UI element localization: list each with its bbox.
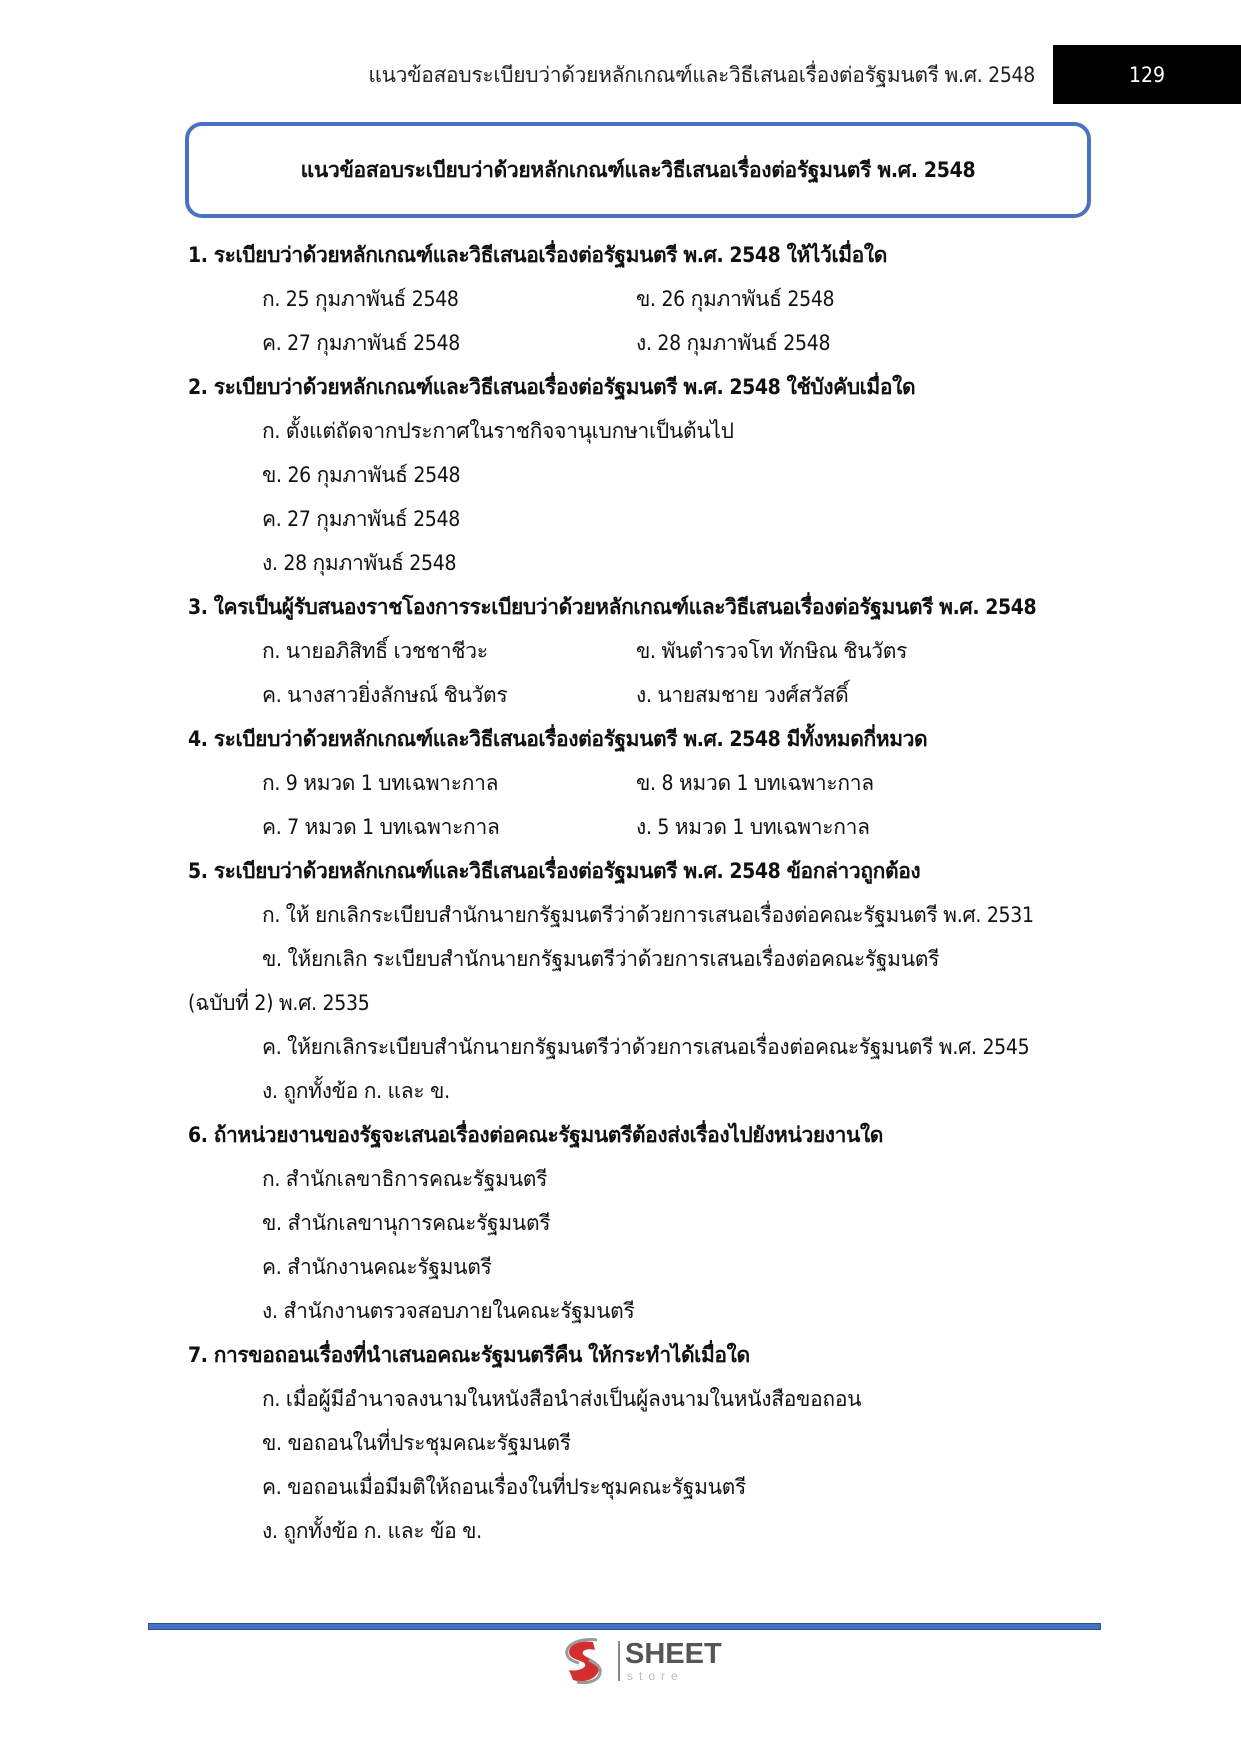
option-row <box>188 1377 1088 1421</box>
option-6b: ข. สำนักเลขานุการคณะรัฐมนตรี <box>262 1211 551 1235</box>
option-2a: ก. ตั้งแต่ถัดจากประกาศในราชกิจจานุเบกษาเป็นต้นไป <box>262 419 734 443</box>
sheet-store-logo <box>563 1638 723 1684</box>
option-row <box>188 541 1088 585</box>
option-7b: ข. ขอถอนในที่ประชุมคณะรัฐมนตรี <box>262 1431 571 1455</box>
option-5c: ค. ให้ยกเลิกระเบียบสำนักนายกรัฐมนตรีว่าด้วยการเสนอเรื่องต่อคณะรัฐมนตรี พ.ศ. 2545 <box>262 1035 1030 1059</box>
page-number: 129 <box>1128 62 1166 87</box>
option-4c: ค. 7 หมวด 1 บทเฉพาะกาล <box>262 815 500 839</box>
option-row <box>188 673 1088 717</box>
option-6a: ก. สำนักเลขาธิการคณะรัฐมนตรี <box>262 1167 548 1191</box>
option-row <box>188 629 1088 673</box>
option-row <box>188 761 1088 805</box>
logo-subtext: store <box>627 1669 684 1683</box>
option-1d: ง. 28 กุมภาพันธ์ 2548 <box>636 331 831 355</box>
option-6d: ง. สำนักงานตรวจสอบภายในคณะรัฐมนตรี <box>262 1299 635 1323</box>
option-row <box>188 1245 1088 1289</box>
option-2d: ง. 28 กุมภาพันธ์ 2548 <box>262 551 457 575</box>
option-row <box>188 1509 1088 1553</box>
running-title: แนวข้อสอบระเบียบว่าด้วยหลักเกณฑ์และวิธีเสนอเรื่องต่อรัฐมนตรี พ.ศ. 2548 <box>368 63 1035 87</box>
option-row <box>188 321 1088 365</box>
option-row <box>188 1465 1088 1509</box>
option-1b: ข. 26 กุมภาพันธ์ 2548 <box>636 287 835 311</box>
sheet-s-logo-icon <box>563 1638 607 1684</box>
option-row <box>188 981 1088 1025</box>
logo-divider <box>618 1641 620 1681</box>
option-row <box>188 805 1088 849</box>
option-3a: ก. นายอภิสิทธิ์ เวชชาชีวะ <box>262 639 488 663</box>
option-row <box>188 453 1088 497</box>
option-row <box>188 1289 1088 1333</box>
option-5a: ก. ให้ ยกเลิกระเบียบสำนักนายกรัฐมนตรีว่าด้วยการเสนอเรื่องต่อคณะรัฐมนตรี พ.ศ. 2531 <box>262 903 1034 927</box>
question-2: 2. ระเบียบว่าด้วยหลักเกณฑ์และวิธีเสนอเรื่องต่อรัฐมนตรี พ.ศ. 2548 ใช้บังคับเมื่อใด <box>188 375 916 399</box>
option-row <box>188 497 1088 541</box>
option-1a: ก. 25 กุมภาพันธ์ 2548 <box>262 287 459 311</box>
option-7c: ค. ขอถอนเมื่อมีมติให้ถอนเรื่องในที่ประชุมคณะรัฐมนตรี <box>262 1475 746 1499</box>
option-5d: ง. ถูกทั้งข้อ ก. และ ข. <box>262 1079 450 1103</box>
option-row <box>188 1421 1088 1465</box>
option-row <box>188 893 1088 937</box>
question-4: 4. ระเบียบว่าด้วยหลักเกณฑ์และวิธีเสนอเรื่องต่อรัฐมนตรี พ.ศ. 2548 มีทั้งหมดกี่หมวด <box>188 727 928 751</box>
question-7: 7. การขอถอนเรื่องที่นำเสนอคณะรัฐมนตรีคืน ให้กระทำได้เมื่อใด <box>188 1343 750 1367</box>
option-7a: ก. เมื่อผู้มีอำนาจลงนามในหนังสือนำส่งเป็นผู้ลงนามในหนังสือขอถอน <box>262 1387 862 1411</box>
option-row <box>188 409 1088 453</box>
title-box <box>185 122 1091 218</box>
option-row <box>188 277 1088 321</box>
question-5: 5. ระเบียบว่าด้วยหลักเกณฑ์และวิธีเสนอเรื่องต่อรัฐมนตรี พ.ศ. 2548 ข้อกล่าวถูกต้อง <box>188 859 921 883</box>
question-list <box>188 233 1088 1553</box>
option-5b-continued: (ฉบับที่ 2) พ.ศ. 2535 <box>188 991 370 1015</box>
option-3b: ข. พันตำรวจโท ทักษิณ ชินวัตร <box>636 639 908 663</box>
logo-wordmark: SHEET <box>625 1638 722 1670</box>
footer-divider <box>148 1623 1101 1630</box>
question-1: 1. ระเบียบว่าด้วยหลักเกณฑ์และวิธีเสนอเรื่องต่อรัฐมนตรี พ.ศ. 2548 ให้ไว้เมื่อใด <box>188 243 887 267</box>
option-4b: ข. 8 หมวด 1 บทเฉพาะกาล <box>636 771 874 795</box>
option-3d: ง. นายสมชาย วงศ์สวัสดิ์ <box>636 683 849 707</box>
running-header <box>0 45 1241 105</box>
question-3: 3. ใครเป็นผู้รับสนองราชโองการระเบียบว่าด้วยหลักเกณฑ์และวิธีเสนอเรื่องต่อรัฐมนตรี พ.ศ. 2548 <box>188 595 1037 619</box>
option-row <box>188 1201 1088 1245</box>
document-title: แนวข้อสอบระเบียบว่าด้วยหลักเกณฑ์และวิธีเสนอเรื่องต่อรัฐมนตรี พ.ศ. 2548 <box>300 157 976 182</box>
option-2b: ข. 26 กุมภาพันธ์ 2548 <box>262 463 461 487</box>
option-6c: ค. สำนักงานคณะรัฐมนตรี <box>262 1255 492 1279</box>
page-number-box <box>1053 45 1241 104</box>
option-1c: ค. 27 กุมภาพันธ์ 2548 <box>262 331 460 355</box>
option-2c: ค. 27 กุมภาพันธ์ 2548 <box>262 507 460 531</box>
option-4d: ง. 5 หมวด 1 บทเฉพาะกาล <box>636 815 870 839</box>
option-row <box>188 1025 1088 1069</box>
option-5b: ข. ให้ยกเลิก ระเบียบสำนักนายกรัฐมนตรีว่าด้วยการเสนอเรื่องต่อคณะรัฐมนตรี <box>262 947 940 971</box>
option-3c: ค. นางสาวยิ่งลักษณ์ ชินวัตร <box>262 683 508 707</box>
option-row <box>188 937 1088 981</box>
question-6: 6. ถ้าหน่วยงานของรัฐจะเสนอเรื่องต่อคณะรัฐมนตรีต้องส่งเรื่องไปยังหน่วยงานใด <box>188 1123 884 1147</box>
option-row <box>188 1069 1088 1113</box>
option-row <box>188 1157 1088 1201</box>
option-4a: ก. 9 หมวด 1 บทเฉพาะกาล <box>262 771 499 795</box>
option-7d: ง. ถูกทั้งข้อ ก. และ ข้อ ข. <box>262 1519 482 1543</box>
